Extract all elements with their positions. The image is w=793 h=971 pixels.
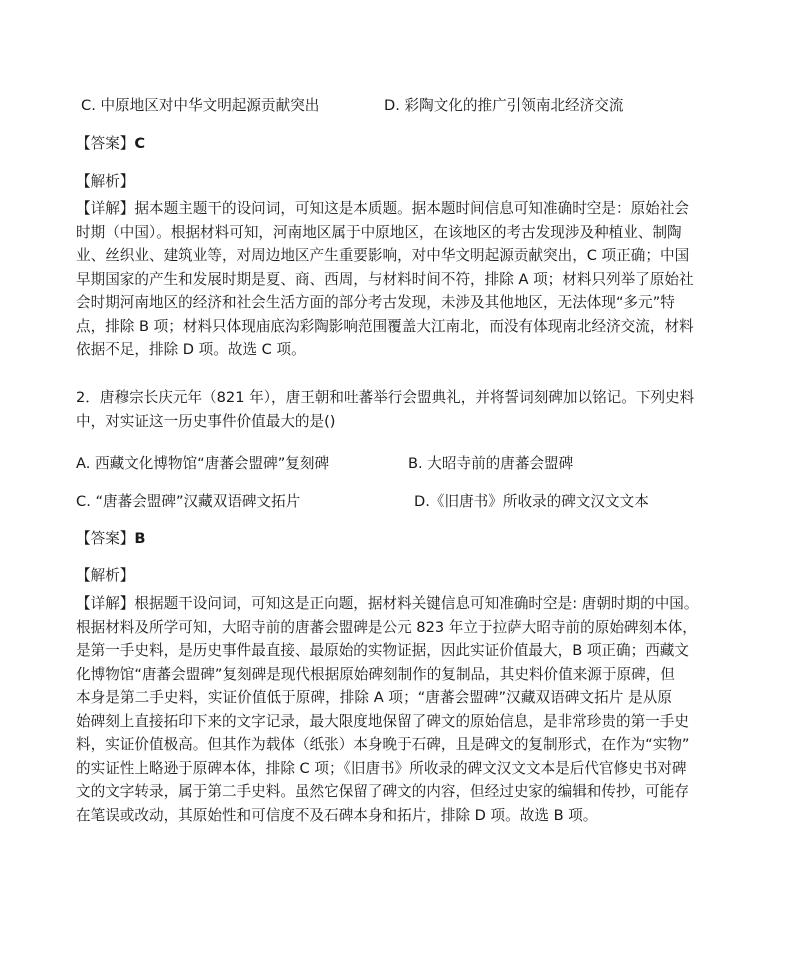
q2-option-a[interactable]: A. 西藏文化博物馆“唐蕃会盟碑”复刻碑 [76,455,330,472]
q1-detail-line: 会时期河南地区的经济和社会生活方面的部分考古发现，未涉及其他地区，无法体现“多元”特 [76,294,675,311]
q1-detail-line: 业、丝织业、建筑业等，对周边地区产生重要影响，对中华文明起源贡献突出，C 项正确；中国 [76,247,690,264]
q1-answer [76,134,145,154]
q2-stem-line: 中，对实证这一历史事件价值最大的是() [76,412,336,430]
q2-answer-value: B [134,530,146,547]
q1-analysis-heading: 【解析】 [76,173,135,190]
q2-detail-paragraph [76,592,699,827]
q2-detail-line: 化博物馆“唐蕃会盟碑”复刻碑是现代根据原始碑刻制作的复制品，其史料价值来源于原碑，但 [76,665,675,683]
q2-detail-line: 根据材料及所学可知，大昭寺前的唐蕃会盟碑是公元 823 年立于拉萨大昭寺前的原始碑刻本体， [76,618,697,636]
q2-answer-tag: 【答案】 [76,530,135,547]
q2-stem [76,386,695,433]
q1-detail-paragraph [76,197,694,362]
q1-detail-line: 早期国家的产生和发展时期是夏、商、西周，与材料时间不符，排除 A 项；材料只列举了原始社 [76,270,694,288]
q1-detail-line: 依据不足，排除 D 项。故选 C 项。 [76,341,306,358]
q1-option-d[interactable]: D. 彩陶文化的推广引领南北经济交流 [384,97,624,114]
q2-detail-line: 在笔误或改动，其原始性和可信度不及石碑本身和拓片，排除 D 项。故选 B 项。 [76,806,598,824]
q2-detail-line: 【详解】根据题干设问词，可知这是正向题，据材料关键信息可知准确时空是: 唐朝时期的中国。 [76,595,699,612]
q2-analysis-heading: 【解析】 [76,567,135,584]
q1-detail-line: 【详解】据本题主题干的设问词，可知这是本质题。据本题时间信息可知准确时空是：原始社会 [76,200,689,217]
q1-answer-value: C [134,135,146,152]
q2-detail-line: 始碑刻上直接拓印下来的文字记录，最大限度地保留了碑文的原始信息，是非常珍贵的第一手史 [76,712,689,730]
q2-stem-line: 2．唐穆宗长庆元年（821 年），唐王朝和吐蕃举行会盟典礼，并将誓词刻碑加以铭记。下列史料 [76,389,695,406]
q2-option-b[interactable]: B. 大昭寺前的唐蕃会盟碑 [408,455,574,472]
q1-answer-tag: 【答案】 [76,135,135,152]
q1-detail-line: 时期（中国）。根据材料可知，河南地区属于中原地区，在该地区的考古发现涉及种植业、制陶 [76,223,682,241]
q2-detail-line: 是第一手史料，是历史事件最直接、最原始的实物证据，因此实证价值最大，B 项正确；西藏文 [76,642,689,659]
q1-detail-line: 点，排除 B 项；材料只体现庙底沟彩陶影响范围覆盖大江南北，而没有体现南北经济交流，材料 [76,317,694,335]
q1-option-c[interactable]: C. 中原地区对中华文明起源贡献突出 [81,97,320,114]
q2-option-d[interactable]: D.《旧唐书》所收录的碑文汉文文本 [414,493,649,510]
q2-option-c[interactable]: C. “唐蕃会盟碑”汉藏双语碑文拓片 [76,493,301,510]
q2-detail-line: 的实证性上略逊于原碑本体，排除 C 项；《旧唐书》所收录的碑文汉文文本是后代官修史书对碑 [76,759,687,777]
q2-detail-line: 料，实证价值极高。但其作为载体（纸张）本身晚于石碑，且是碑文的复制形式，在作为“实物” [76,736,690,753]
q2-detail-line: 本身是第二手史料，实证价值低于原碑，排除 A 项；“唐蕃会盟碑”汉藏双语碑文拓片 是从原 [76,689,672,706]
q2-detail-line: 文的文字转录，属于第二手史料。虽然它保留了碑文的内容，但经过史家的编辑和传抄，可能存 [76,783,689,800]
q2-answer [76,529,146,549]
